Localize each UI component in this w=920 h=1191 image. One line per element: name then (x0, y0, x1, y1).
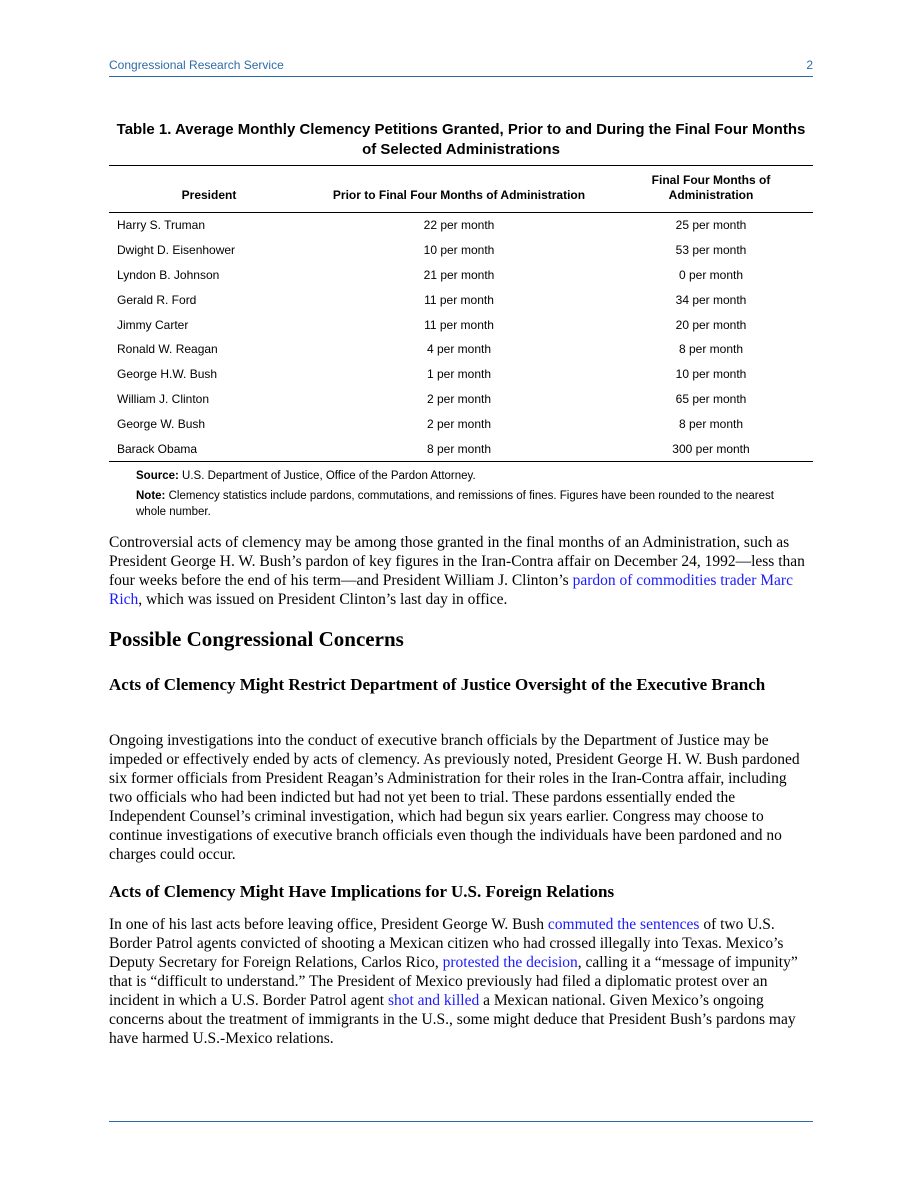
subsection-heading-foreign-relations: Acts of Clemency Might Have Implications for U.S. Foreign Relations (109, 882, 615, 901)
prior-cell: 11 per month (424, 317, 494, 332)
final-cell: 34 per month (675, 292, 747, 307)
president-cell: George H.W. Bush (117, 367, 218, 382)
final-cell: 300 per month (609, 436, 813, 461)
note-text: Clemency statistics include pardons, commutations, and remissions of fines. Figures have been rounded to the nearest whole number. (136, 490, 774, 518)
table-row (109, 312, 813, 337)
prior-cell: 2 per month (426, 391, 492, 406)
table-row (109, 287, 813, 312)
page-header (109, 56, 813, 77)
president-cell: Barack Obama (109, 436, 309, 461)
page-number: 2 (806, 58, 813, 72)
column-header-final: Final Four Months of Administration (609, 166, 813, 213)
prior-cell: 1 per month (426, 367, 492, 382)
president-cell: Jimmy Carter (117, 317, 189, 332)
final-cell: 25 per month (675, 218, 747, 233)
footer-rule (109, 1121, 813, 1122)
prior-cell: 4 per month (426, 342, 492, 357)
president-cell: Lyndon B. Johnson (117, 267, 220, 282)
final-cell: 0 per month (678, 267, 744, 282)
intro-paragraph (109, 533, 813, 609)
column-header-president: President (109, 166, 309, 213)
final-cell: 10 per month (675, 367, 747, 382)
paragraph-text: , which was issued on President Clinton’s last day in office. (138, 591, 508, 608)
president-cell: Dwight D. Eisenhower (117, 243, 236, 258)
table-title: Table 1. Average Monthly Clemency Petitions Granted, Prior to and During the Final Four Months of Selected Administrations (116, 121, 806, 158)
commuted-sentences-link[interactable]: commuted the sentences (547, 916, 700, 933)
paragraph-text: a Mexican national. Given Mexico’s ongoing concerns about the treatment of immigrants in the U.S., some might deduce that President Bush’s pardons may have harmed U.S.-Mexico relations. (109, 992, 796, 1047)
president-cell: George W. Bush (117, 416, 206, 431)
table-row (109, 411, 813, 436)
source-text: U.S. Department of Justice, Office of the Pardon Attorney. (178, 470, 476, 482)
section-heading: Possible Congressional Concerns (109, 627, 404, 651)
table-notes (136, 468, 806, 524)
table-row (109, 337, 813, 362)
shot-and-killed-link[interactable]: shot and killed (387, 992, 480, 1009)
final-cell: 8 per month (678, 416, 744, 431)
note-label: Note: (136, 490, 166, 502)
final-cell: 20 per month (675, 317, 747, 332)
marc-rich-pardon-link[interactable]: pardon of commodities trader Marc Rich (109, 572, 793, 608)
foreign-relations-paragraph (109, 915, 813, 1048)
final-cell: 8 per month (678, 342, 744, 357)
prior-cell: 10 per month (423, 243, 495, 258)
final-cell: 65 per month (675, 391, 747, 406)
protested-decision-link[interactable]: protested the decision (442, 954, 578, 971)
paragraph-text: In one of his last acts before leaving office, President George W. Bush (109, 916, 548, 933)
column-header-prior: Prior to Final Four Months of Administration (309, 166, 609, 213)
prior-cell: 22 per month (423, 218, 495, 233)
table-note (136, 488, 806, 520)
table-row (109, 213, 813, 238)
table-row (109, 263, 813, 288)
prior-cell: 8 per month (309, 436, 609, 461)
president-cell: Ronald W. Reagan (117, 342, 218, 357)
prior-cell: 11 per month (424, 292, 494, 307)
header-publisher: Congressional Research Service (109, 58, 284, 72)
president-cell: William J. Clinton (117, 391, 210, 406)
paragraph-text: of two U.S. Border Patrol agents convicted of shooting a Mexican citizen who had crossed illegally into Texas. Mexico’s Deputy Secretary for Foreign Relations, Carlos Rico, (109, 916, 784, 971)
table-row (109, 387, 813, 412)
table-row (109, 436, 813, 461)
table-row (109, 362, 813, 387)
paragraph-text: , calling it a “message of impunity” that is “difficult to understand.” The President of Mexico previously had filed a diplomatic protest over an incident in which a U.S. Border Patrol agent (109, 954, 798, 1009)
table-source (136, 468, 806, 484)
oversight-paragraph: Ongoing investigations into the conduct of executive branch officials by the Department of Justice may be impeded or effectively ended by acts of clemency. As previously noted, President George H. W. Bush pardoned six former officials from President Reagan’s Administration for their roles in the Iran-Contra affair, including two officials who had been indicted but had not yet been to trial. These pardons essentially ended the Independent Counsel’s criminal investigation, which had begun six years earlier. Congress may choose to continue investigations of executive branch officials even though the individuals have been pardoned and no charges could occur. (109, 732, 800, 863)
prior-cell: 2 per month (426, 416, 492, 431)
president-cell: Gerald R. Ford (117, 292, 197, 307)
table-header-row (109, 166, 813, 213)
final-cell: 53 per month (675, 243, 747, 258)
clemency-table (109, 165, 813, 462)
prior-cell: 21 per month (423, 267, 495, 282)
source-label: Source: (136, 470, 179, 482)
paragraph-text: Controversial acts of clemency may be among those granted in the final months of an Administration, such as President George H. W. Bush’s pardon of key figures in the Iran-Contra affair on December 24, 1992—less than four weeks before the end of his term—and President William J. Clinton’s (109, 534, 805, 589)
subsection-heading-oversight: Acts of Clemency Might Restrict Department of Justice Oversight of the Executive Branch (109, 675, 766, 694)
table-row (109, 238, 813, 263)
president-cell: Harry S. Truman (117, 218, 206, 233)
